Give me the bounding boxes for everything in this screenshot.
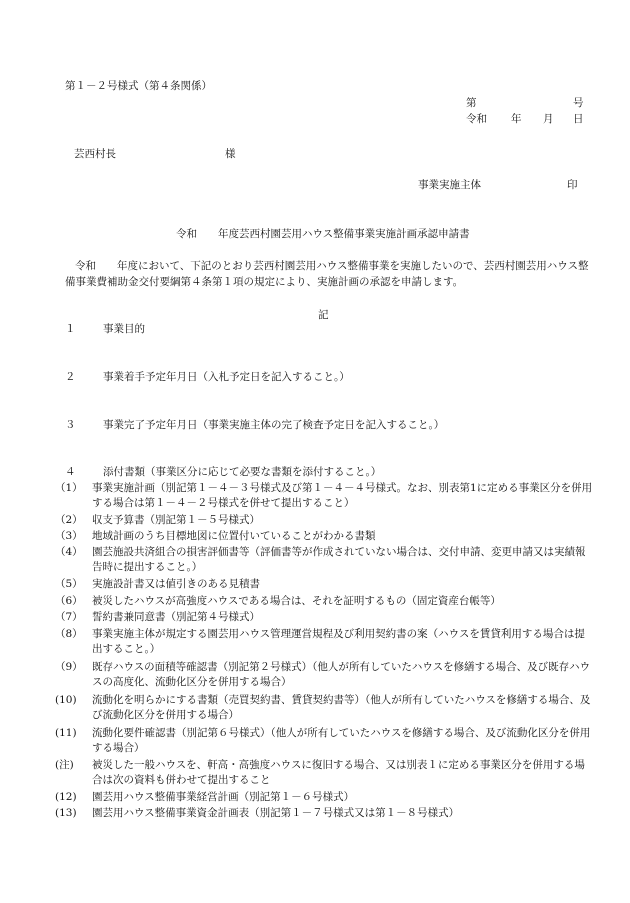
section-2	[65, 370, 623, 385]
page-title: 令和 年度芸西村園芸用ハウス整備事業実施計画承認申請書	[176, 228, 470, 240]
attachment-mark: (12)	[55, 791, 77, 803]
attachment-mark: (11)	[55, 727, 77, 739]
section-number: ２	[65, 371, 76, 383]
section-text: 事業着手予定年月日（入札予定日を記入すること。）	[103, 371, 350, 383]
attachment-item	[55, 693, 595, 723]
attachment-text: 実施設計書又は値引きのある見積書	[92, 578, 260, 590]
date-month: 月	[543, 113, 554, 125]
attachment-text: 誓約書兼同意書（別記第４号様式）	[92, 611, 260, 623]
attachment-item	[55, 513, 595, 528]
attachment-text: 園芸施設共済組合の損害評価書等（評価書等が作成されていない場合は、交付申請、変更申請又は実績報告時に提出すること。）	[92, 546, 586, 573]
attachment-mark: （1）	[55, 482, 83, 494]
doc-number-label: 第	[466, 97, 477, 109]
applicant-seal: 印	[567, 179, 578, 191]
intro-paragraph: 令和 年度において、下記のとおり芸西村園芸用ハウス整備事業を実施したいので、芸西村園芸用ハウス整備事業費補助金交付要綱第４条第１項の規定により、実施計画の承認を申請します。	[65, 260, 589, 288]
attachment-text: 既存ハウスの面積等確認書（別記第２号様式）（他人が所有していたハウスを修繕する場合、及び既存ハウスの高度化、流動化区分を併用する場合）	[92, 661, 591, 688]
date-year: 年	[511, 113, 522, 125]
attachment-text: 被災したハウスが高強度ハウスである場合は、それを証明するもの（固定資産台帳等）	[92, 595, 501, 607]
date-day: 日	[573, 113, 584, 125]
attachment-mark: （4）	[55, 546, 83, 558]
attachment-text: 被災した一般ハウスを、軒高・高強度ハウスに復旧する場合、又は別表１に定める事業区分を併用する場合は次の資料も併わせて提出すること	[92, 759, 585, 786]
attachment-text: 地域計画のうち目標地図に位置付いていることがわかる書類	[92, 530, 376, 542]
attachment-mark: (注)	[55, 759, 74, 771]
section-text: 事業目的	[103, 323, 145, 335]
date-era: 令和	[466, 113, 487, 125]
attachment-text: 収支予算書（別記第１－５号様式）	[92, 514, 260, 526]
attachment-text: 事業実施計画（別記第１－４－３号様式及び第１－４－４号様式。なお、別表第1に定める事業区分を併用する場合は第１－４－２号様式を併せて提出すること）	[92, 482, 593, 509]
ki-heading: 記	[318, 309, 329, 321]
recipient-honorific: 様	[225, 148, 236, 160]
attachment-item	[55, 790, 595, 805]
recipient-name: 芸西村長	[74, 148, 116, 160]
section-text: 添付書類（事業区分に応じて必要な書類を添付すること。）	[103, 466, 382, 478]
attachment-text: 園芸用ハウス整備事業経営計画（別記第１－６号様式）	[92, 791, 355, 803]
attachment-item	[55, 529, 595, 544]
attachment-item	[55, 594, 595, 609]
attachment-mark: （9）	[55, 661, 83, 673]
attachment-item	[55, 806, 595, 821]
attachment-mark: （8）	[55, 628, 83, 640]
attachment-text: 流動化を明らかにする書類（売買契約書、賃貸契約書等）（他人が所有していたハウスを修繕する場合、及び流動化区分を併用する場合）	[92, 694, 591, 721]
attachment-text: 事業実施主体が規定する園芸用ハウス管理運営規程及び利用契約書の案（ハウスを賃貸利用する場合は提出すること。）	[92, 628, 585, 655]
attachment-mark: (13)	[55, 807, 77, 819]
section-number: １	[65, 323, 76, 335]
attachment-mark: （6）	[55, 595, 83, 607]
section-4	[65, 465, 623, 480]
attachment-mark: （3）	[55, 530, 83, 542]
attachment-text: 園芸用ハウス整備事業資金計画表（別記第１－７号様式又は第１－８号様式）	[92, 807, 460, 819]
section-number: ４	[65, 466, 76, 478]
section-1	[65, 322, 623, 337]
attachment-note	[55, 758, 595, 788]
section-text: 事業完了予定年月日（事業実施主体の完了検査予定日を記入すること。）	[103, 419, 445, 431]
attachment-mark: （5）	[55, 578, 83, 590]
attachment-item	[55, 577, 595, 592]
attachment-mark: （2）	[55, 514, 83, 526]
attachment-item	[55, 481, 595, 511]
attachment-item	[55, 627, 595, 657]
attachment-mark: （7）	[55, 611, 83, 623]
section-number: ３	[65, 419, 76, 431]
attachment-item	[55, 660, 595, 690]
attachment-item	[55, 726, 595, 756]
section-3	[65, 418, 623, 433]
form-id: 第１－２号様式（第４条関係）	[65, 80, 212, 92]
attachment-text: 流動化要件確認書（別記第６号様式）（他人が所有していたハウスを修繕する場合、及び流動化区分を併用する場合）	[92, 727, 591, 754]
attachment-mark: (10)	[55, 694, 77, 706]
attachment-item	[55, 610, 595, 625]
applicant-label: 事業実施主体	[418, 179, 481, 191]
attachment-item	[55, 545, 595, 575]
doc-number-suffix: 号	[573, 97, 584, 109]
